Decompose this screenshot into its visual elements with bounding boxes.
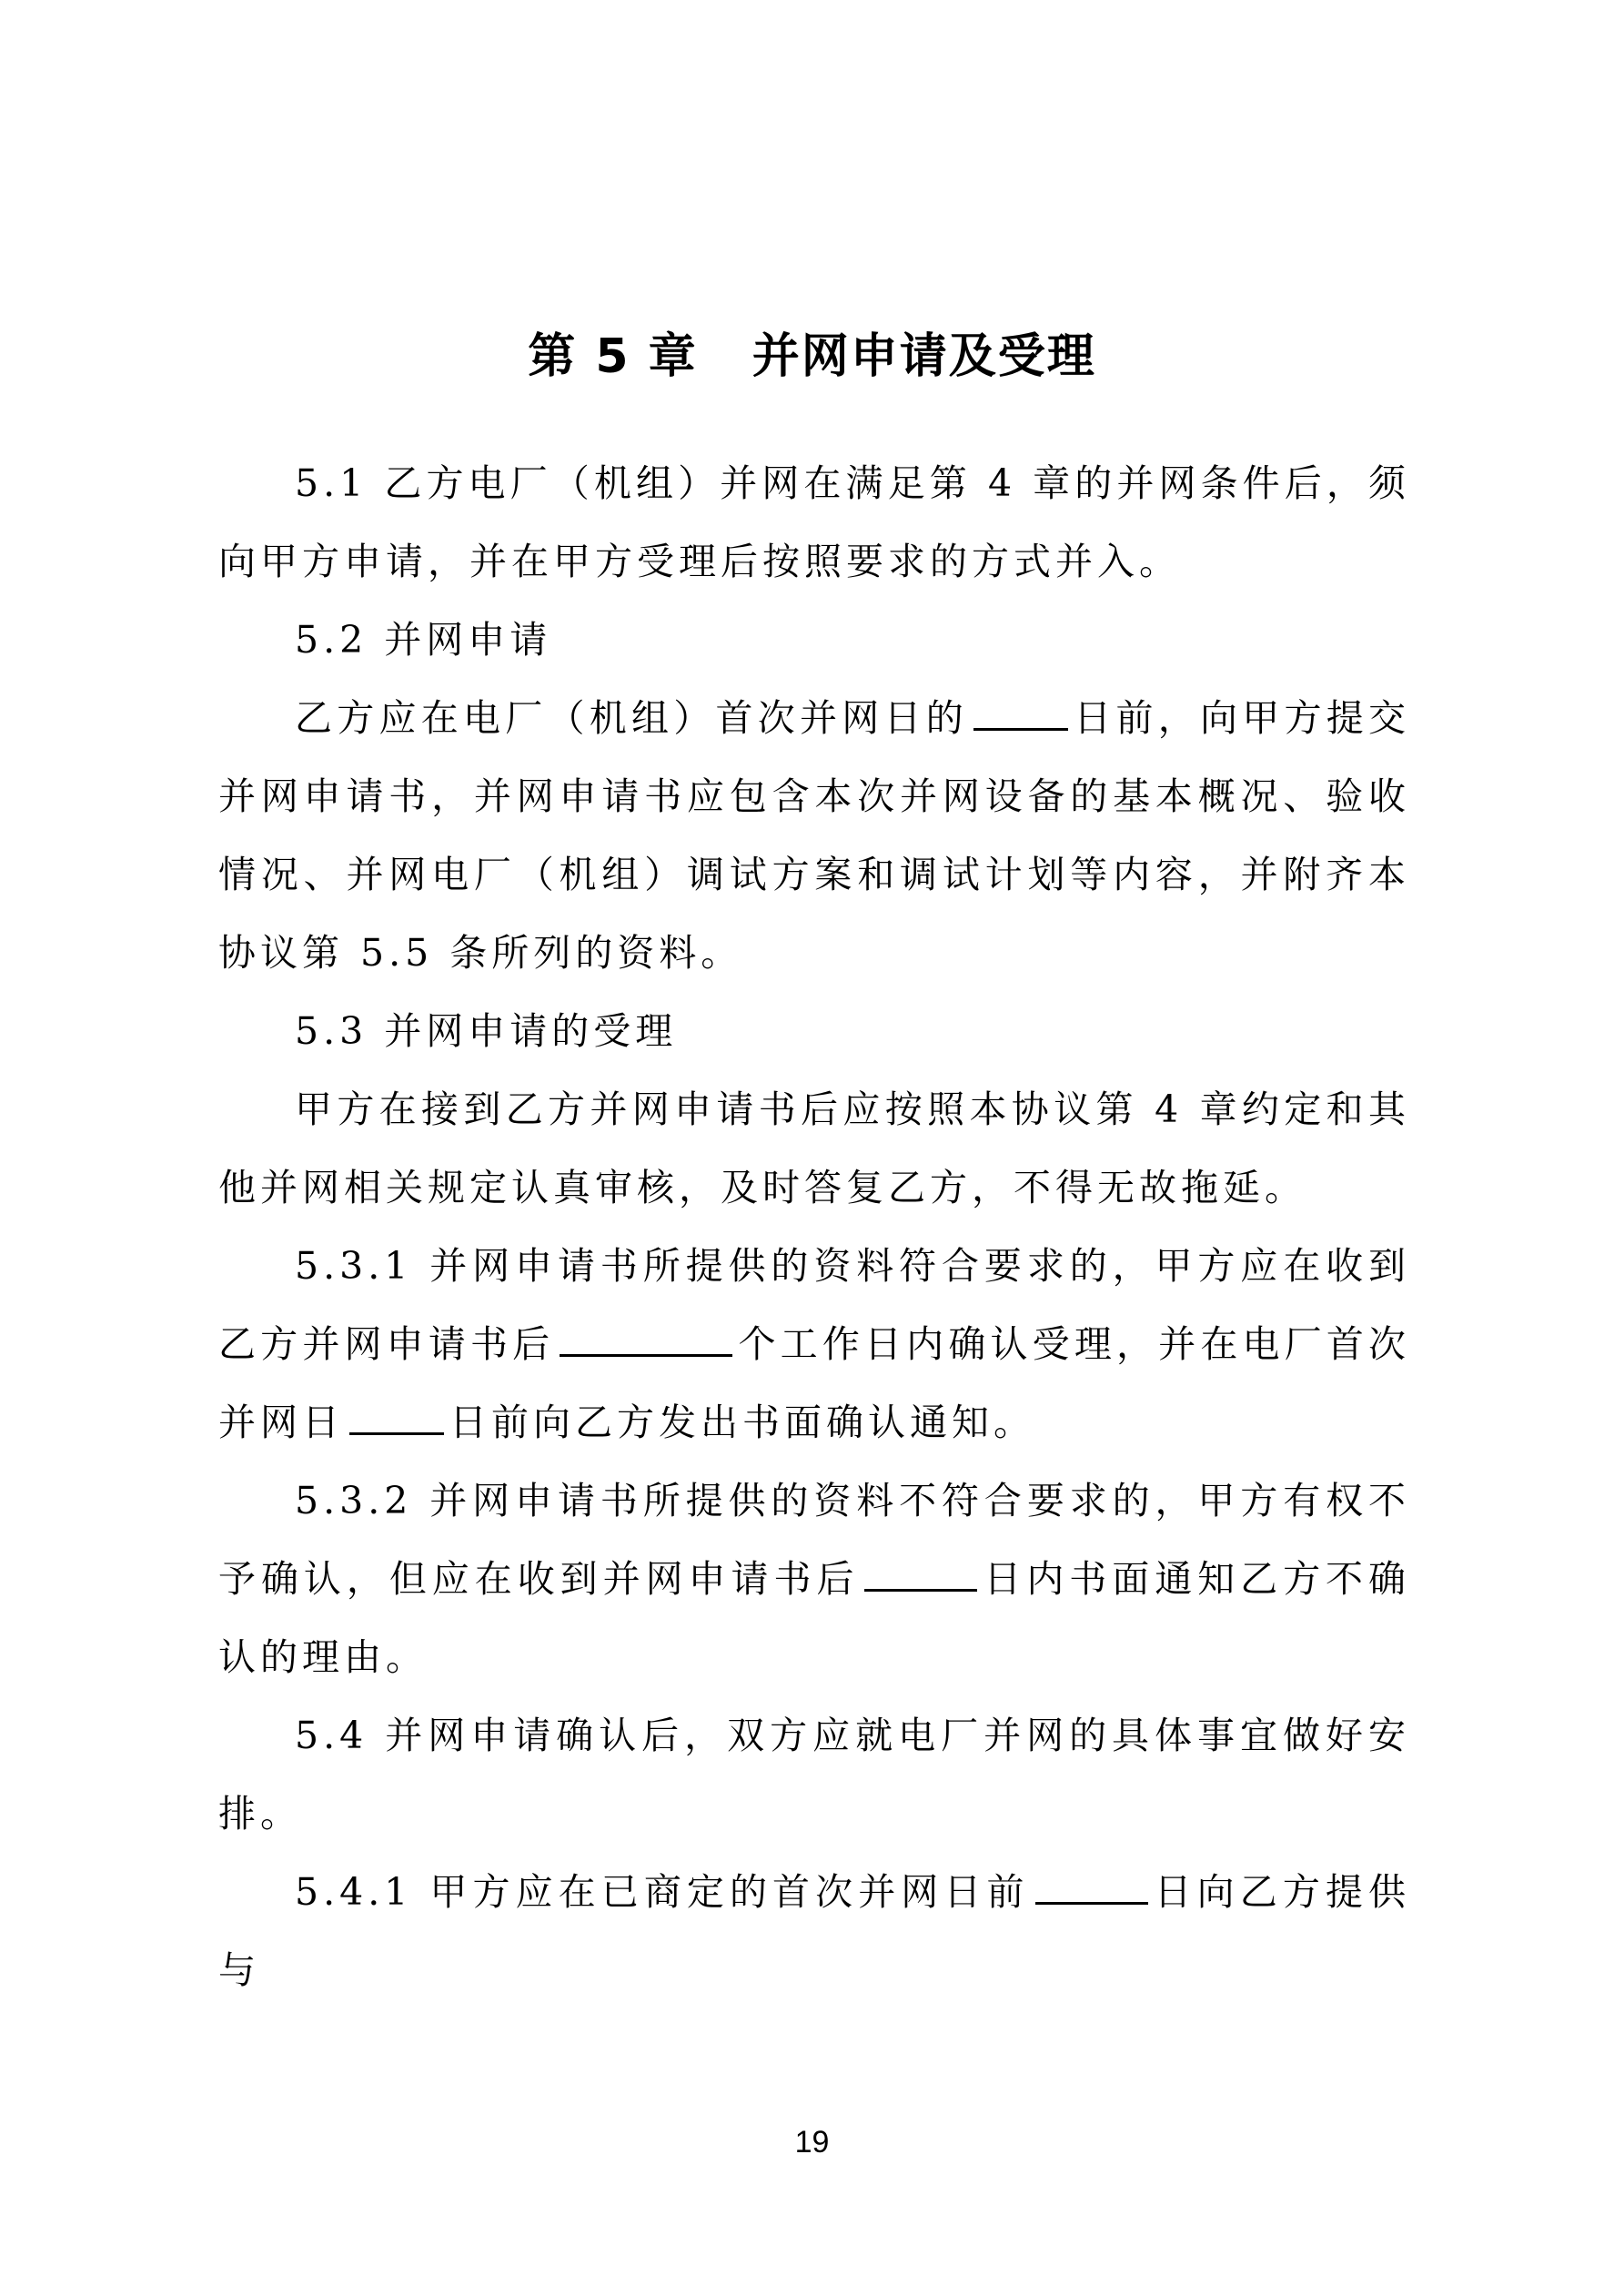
clause-5-3-body: 甲方在接到乙方并网申请书后应按照本协议第 4 章约定和其他并网相关规定认真审核，及时答复乙方，不得无故拖延。 — [218, 1087, 1410, 1209]
clause-5-3-2 — [218, 1462, 1410, 1696]
fill-in-blank — [560, 1323, 732, 1357]
clause-5-4: 5.4 并网申请确认后，双方应就电厂并网的具体事宜做好安排。 — [218, 1714, 1410, 1836]
fill-in-blank — [864, 1558, 977, 1592]
document-body — [218, 444, 1410, 2009]
chapter-title — [0, 320, 1624, 393]
clause-5-3-2-text-b: 日内书面通知乙方不确认的理由。 — [218, 1557, 1411, 1679]
chapter-name: 并网申请及受理 — [751, 329, 1096, 384]
page-number: 19 — [794, 2125, 830, 2159]
fill-in-blank — [1035, 1871, 1148, 1905]
clause-5-2-text-b: 日前，向甲方提交并网申请书，并网申请书应包含本次并网设备的基本概况、验收情况、并网电厂（机组）调试方案和调试计划等内容，并附齐本协议第 5.5 条所列的资料。 — [218, 696, 1410, 975]
chapter-number: 第 5 章 — [528, 329, 698, 384]
fill-in-blank — [973, 697, 1068, 731]
clause-5-3-2-text-a: 5.3.2 并网申请书所提供的资料不符合要求的，甲方有权不予确认，但应在收到并网申请书后 — [218, 1479, 1410, 1601]
clause-5-3-1-text-b: 个工作日内确认受理，并在电厂首次并网日 — [218, 1322, 1411, 1444]
clause-5-4-1 — [218, 1853, 1410, 2009]
clause-5-3-1-text-a: 5.3.1 并网申请书所提供的资料符合要求的，甲方应在收到乙方并网申请书后 — [218, 1244, 1410, 1366]
clause-5-2-heading: 5.2 并网申请 — [295, 618, 552, 662]
clause-5-2-body — [218, 679, 1410, 992]
clause-5-2-text-a: 乙方应在电厂（机组）首次并网日的 — [295, 696, 968, 740]
clause-5-3-1 — [218, 1227, 1410, 1462]
clause-5-4-1-text-b: 日向乙方提供与 — [218, 1870, 1410, 1992]
clause-5-4-1-text-a: 5.4.1 甲方应在已商定的首次并网日前 — [295, 1870, 1030, 1914]
clause-5-3-heading: 5.3 并网申请的受理 — [295, 1009, 678, 1053]
clause-5-3-1-text-c: 日前向乙方发出书面确认通知。 — [449, 1401, 1035, 1444]
clause-5-1: 5.1 乙方电厂（机组）并网在满足第 4 章的并网条件后，须向甲方申请，并在甲方受理后按照要求的方式并入。 — [218, 461, 1410, 583]
fill-in-blank — [349, 1401, 444, 1435]
